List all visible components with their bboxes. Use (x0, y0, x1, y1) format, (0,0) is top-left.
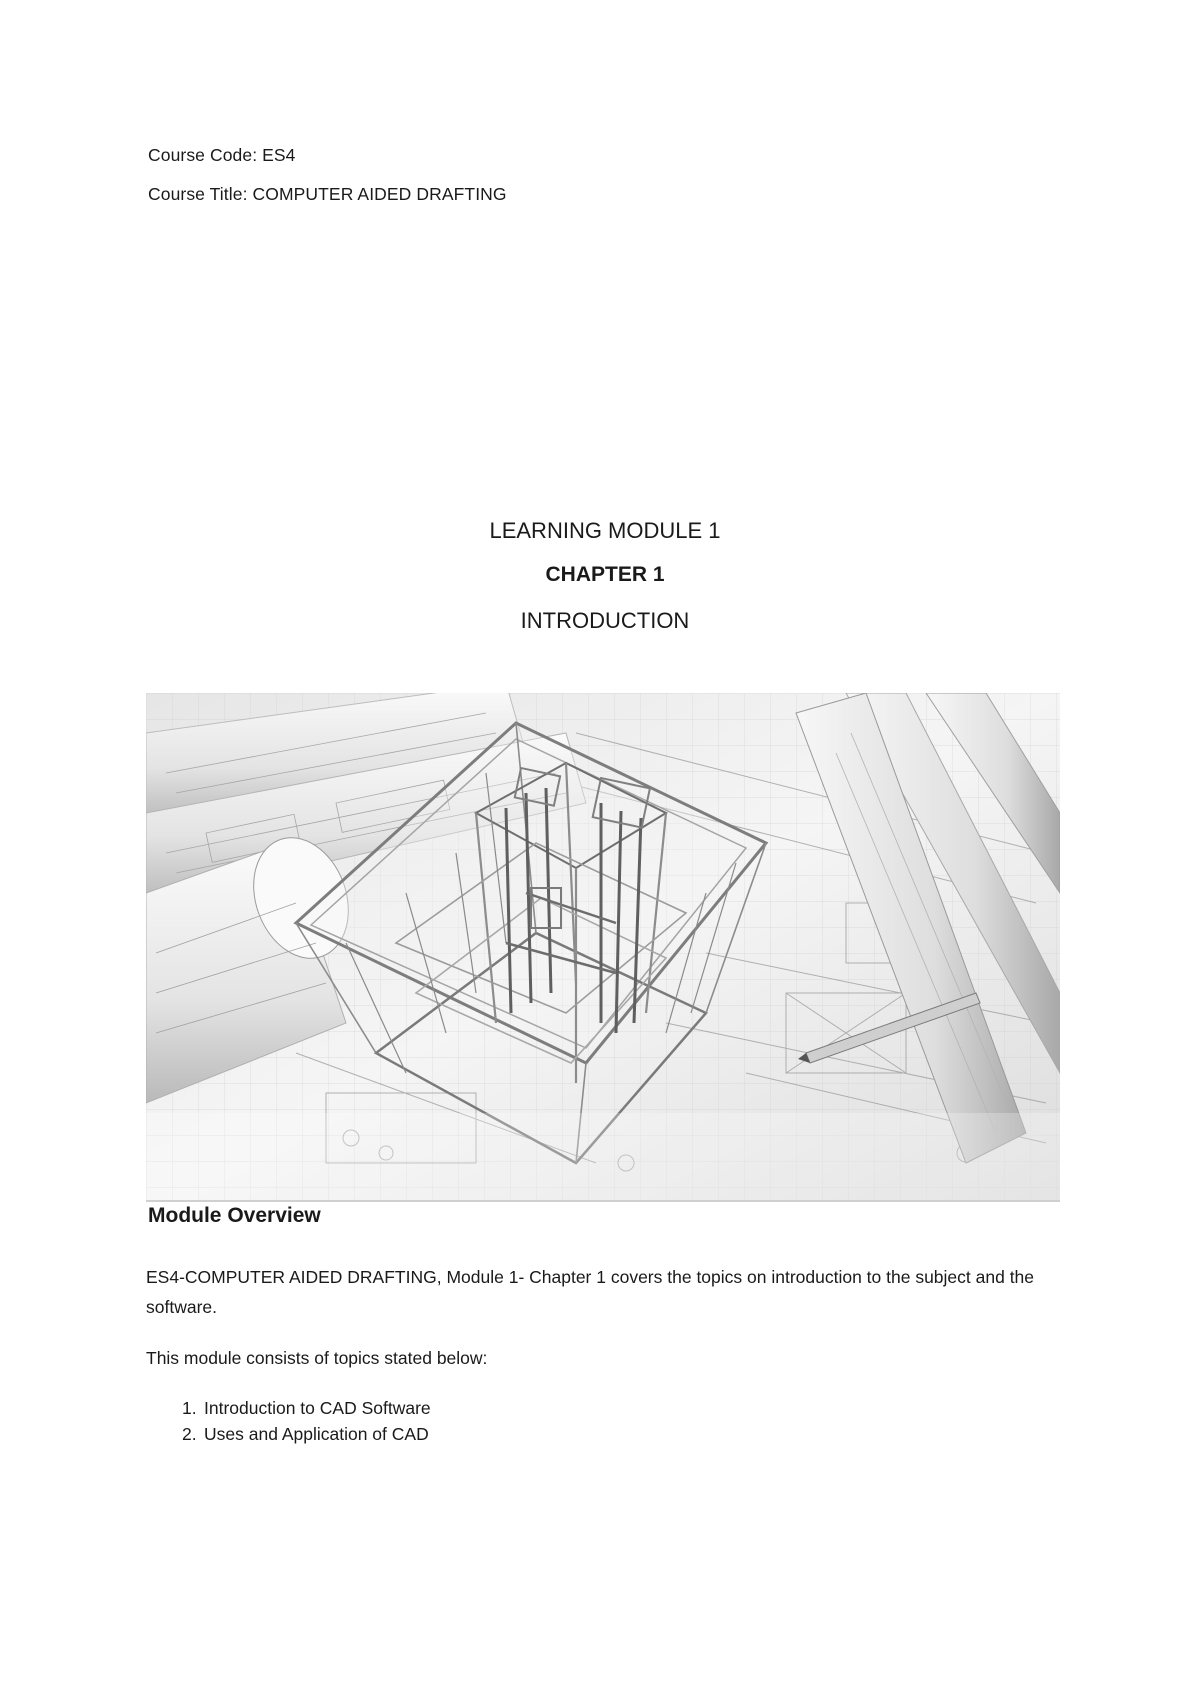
chapter-topic: INTRODUCTION (520, 608, 690, 633)
module-title: LEARNING MODULE 1 (489, 518, 721, 543)
list-item (182, 1421, 431, 1447)
topics-intro: This module consists of topics stated below: (146, 1348, 488, 1368)
course-code: Course Code: ES4 (148, 145, 296, 165)
list-item (182, 1395, 431, 1421)
topic-list (182, 1395, 431, 1447)
list-item-label: Introduction to CAD Software (204, 1398, 431, 1418)
chapter-title: CHAPTER 1 (545, 563, 665, 586)
course-title: Course Title: COMPUTER AIDED DRAFTING (148, 184, 507, 204)
overview-paragraph: ES4-COMPUTER AIDED DRAFTING, Module 1- Chapter 1 covers the topics on introduction to the subject and the software. (146, 1267, 1035, 1317)
blueprint-illustration (146, 693, 1060, 1200)
list-item-label: Uses and Application of CAD (204, 1424, 429, 1444)
architectural-wireframe-image (146, 693, 1060, 1202)
list-number: 1. (182, 1398, 197, 1418)
list-number: 2. (182, 1424, 197, 1444)
overview-heading: Module Overview (148, 1204, 321, 1227)
